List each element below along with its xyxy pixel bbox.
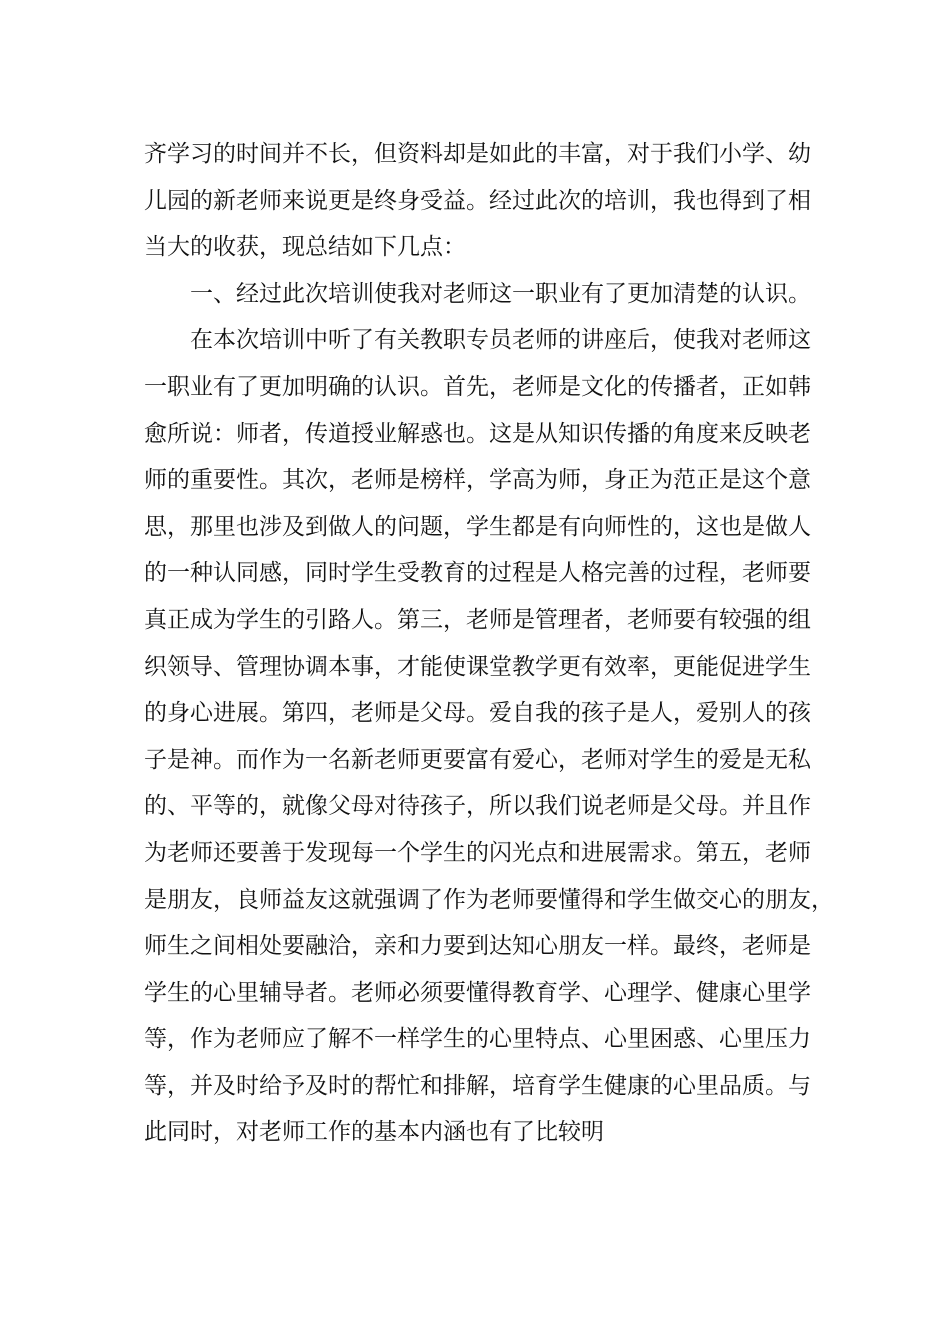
text-line: 当大的收获，现总结如下几点：: [144, 234, 466, 261]
text-line: 儿园的新老师来说更是终身受益。经过此次的培训，我也得到了相: [144, 187, 811, 214]
text-line: 一职业有了更加明确的认识。首先，老师是文化的传播者，正如韩: [144, 373, 811, 400]
text-line: 齐学习的时间并不长，但资料却是如此的丰富，对于我们小学、幼: [144, 141, 811, 167]
text-line: 师生之间相处要融洽，亲和力要到达知心朋友一样。最终，老师是: [144, 933, 811, 960]
text-line: 思，那里也涉及到做人的问题，学生都是有向师性的，这也是做人: [144, 513, 811, 540]
text-line: 学生的心里辅导者。老师必须要懂得教育学、心理学、健康心里学: [144, 979, 811, 1006]
text-line: 师的重要性。其次，老师是榜样，学高为师，身正为范正是这个意: [144, 467, 811, 494]
text-line: 子是神。而作为一名新老师更要富有爱心，老师对学生的爱是无私: [144, 746, 811, 773]
text-line: 在本次培训中听了有关教职专员老师的讲座后，使我对老师这: [190, 327, 811, 354]
section-heading: 一、经过此次培训使我对老师这一职业有了更加清楚的认识。: [190, 280, 811, 307]
text-line: 愈所说：师者，传道授业解惑也。这是从知识传播的角度来反映老: [144, 420, 811, 447]
text-line: 的一种认同感，同时学生受教育的过程是人格完善的过程，老师要: [144, 560, 811, 587]
body-text: [144, 131, 834, 1156]
text-line: 此同时，对老师工作的基本内涵也有了比较明: [144, 1119, 604, 1146]
text-line: 真正成为学生的引路人。第三，老师是管理者，老师要有较强的组: [144, 606, 811, 633]
text-line: 等，并及时给予及时的帮忙和排解，培育学生健康的心里品质。与: [144, 1072, 811, 1099]
text-line: 的、平等的，就像父母对待孩子，所以我们说老师是父母。并且作: [144, 793, 811, 820]
text-line: 是朋友，良师益友这就强调了作为老师要懂得和学生做交心的朋友，: [144, 886, 834, 913]
text-line: 的身心进展。第四，老师是父母。爱自我的孩子是人，爱别人的孩: [144, 700, 811, 727]
text-line: 等，作为老师应了解不一样学生的心里特点、心里困惑、心里压力: [144, 1026, 811, 1053]
text-line: 织领导、管理协调本事，才能使课堂教学更有效率，更能促进学生: [144, 653, 811, 680]
text-line: 为老师还要善于发现每一个学生的闪光点和进展需求。第五，老师: [144, 839, 811, 866]
